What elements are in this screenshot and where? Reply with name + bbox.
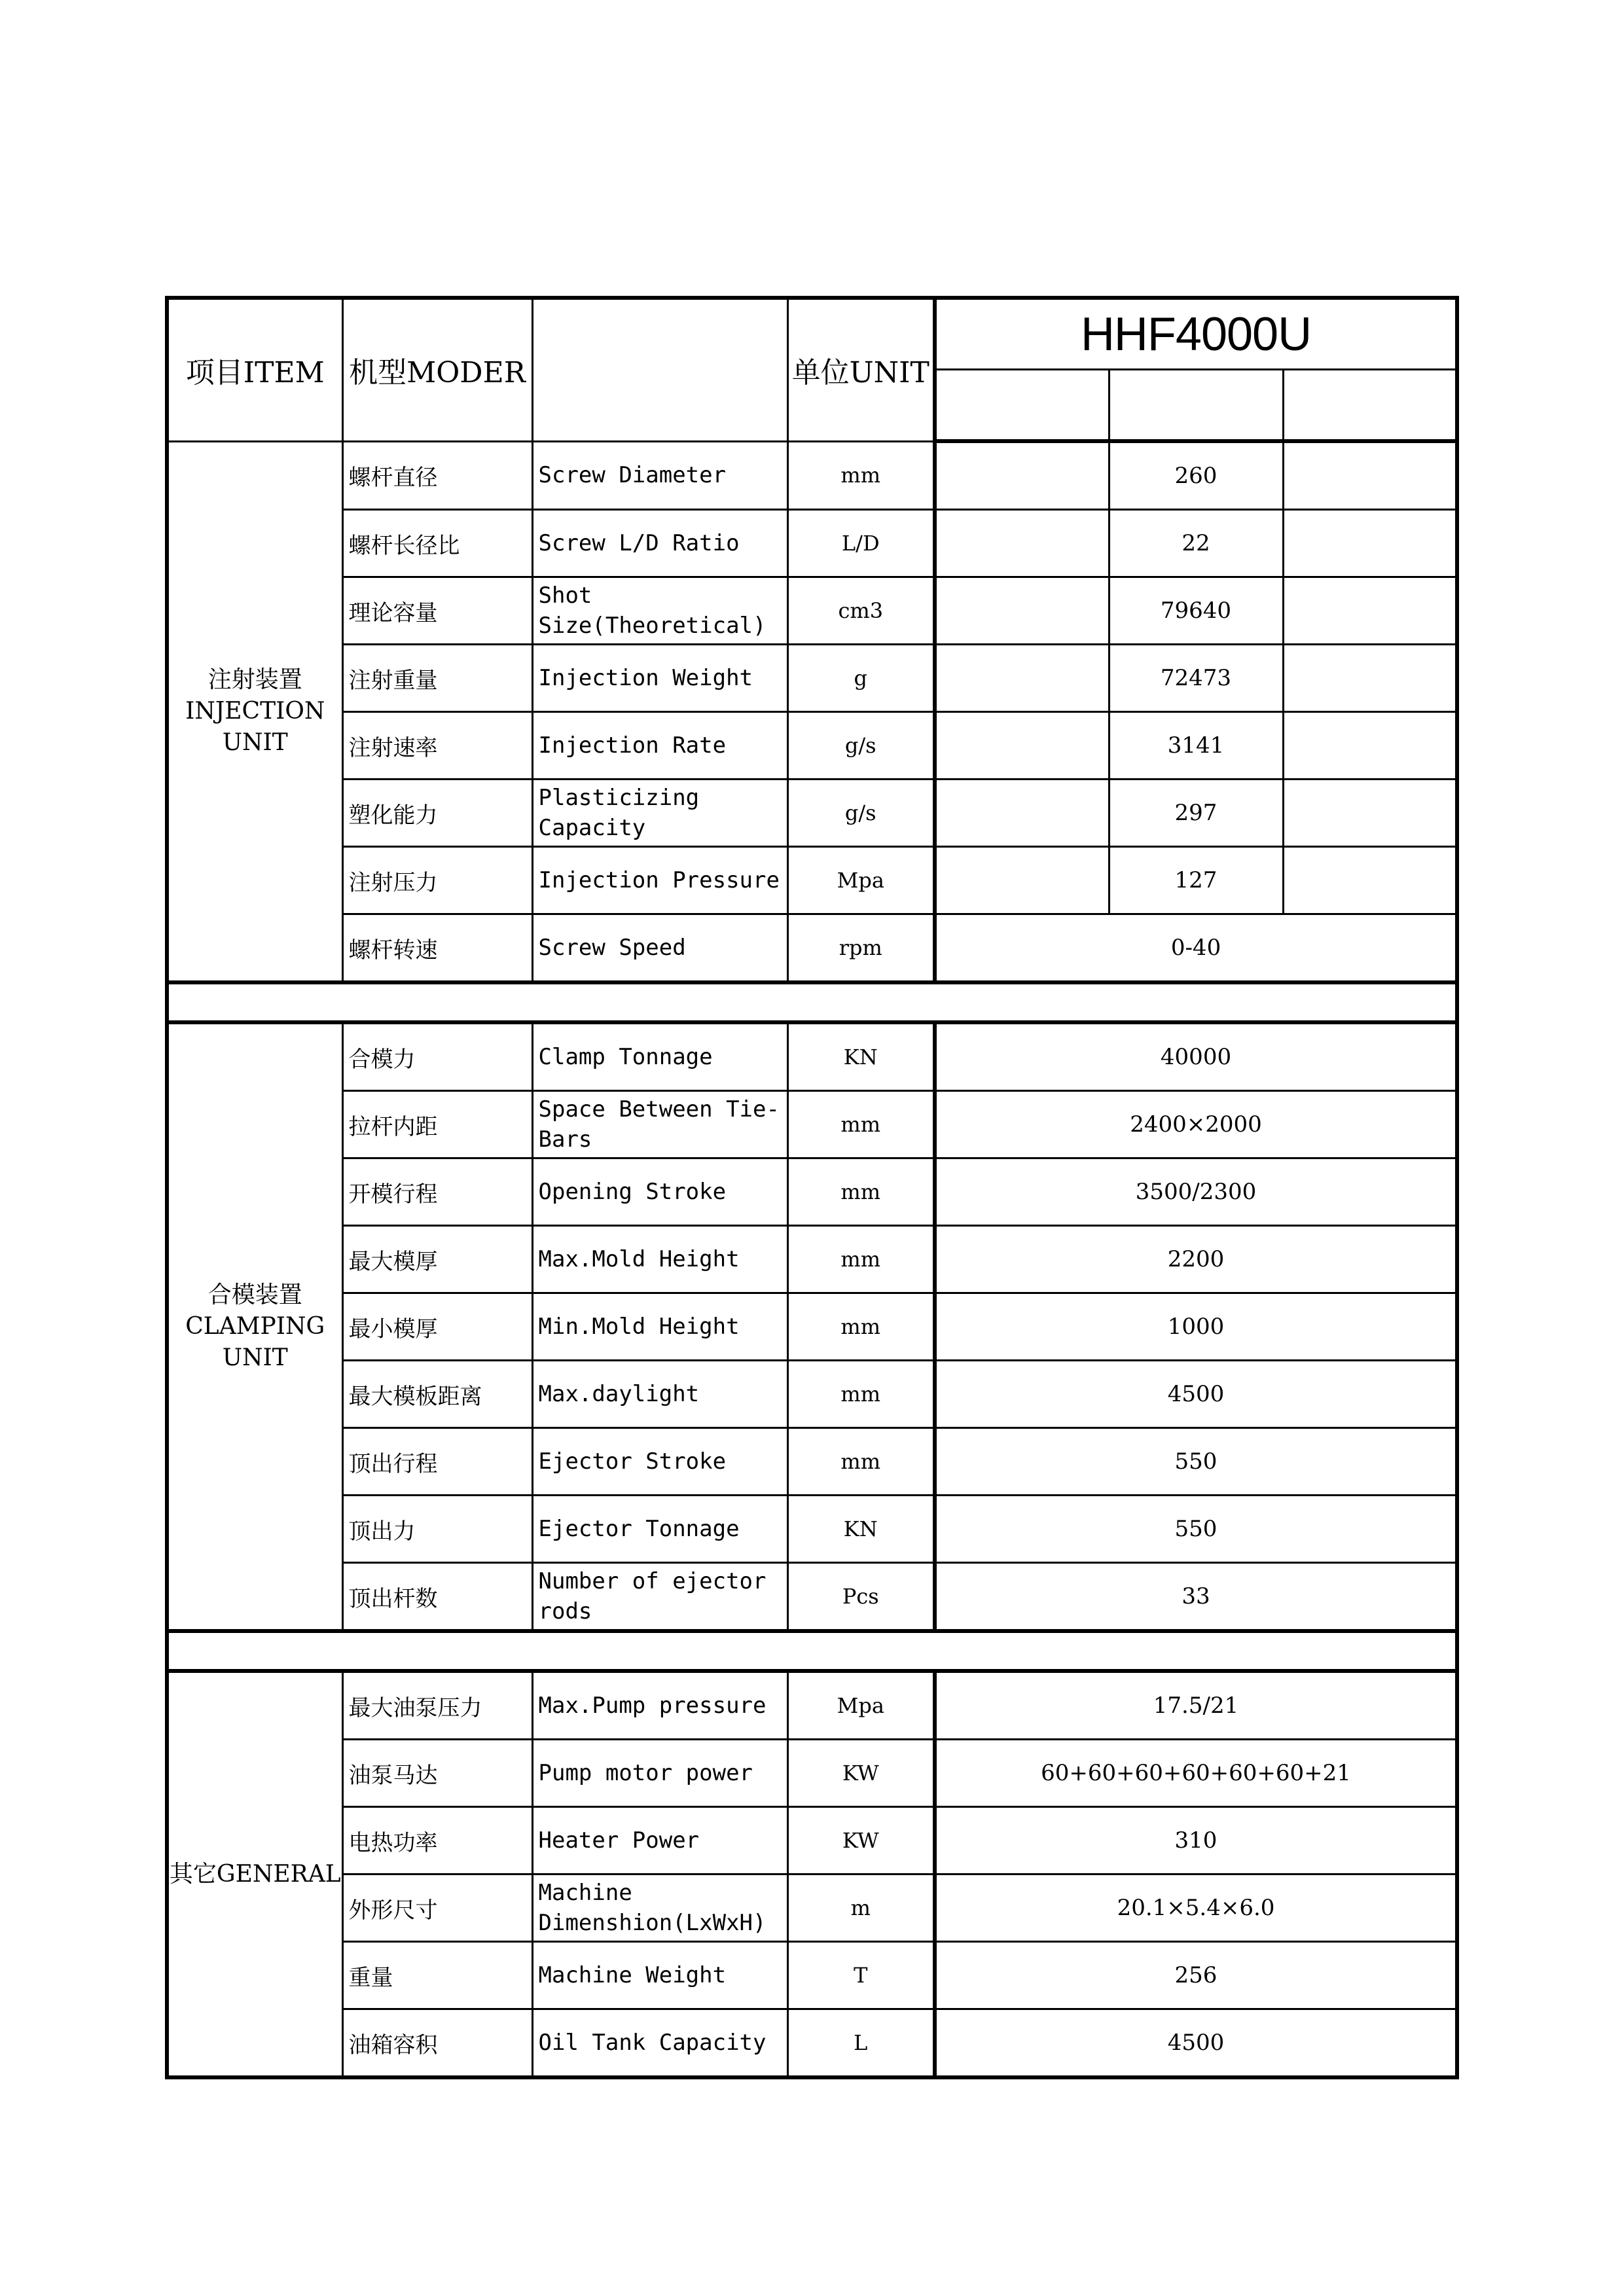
param-name-cn: 拉杆内距: [342, 1091, 532, 1158]
param-name-en: Injection Weight: [532, 645, 787, 712]
param-name-cn: 塑化能力: [342, 780, 532, 847]
table-row: [167, 1874, 1457, 1942]
value-blank-right: [1283, 712, 1457, 780]
param-name-cn: 螺杆转速: [342, 914, 532, 983]
param-name-cn: 注射速率: [342, 712, 532, 780]
value-blank-right: [1283, 847, 1457, 914]
table-row: [167, 1807, 1457, 1874]
param-name-en: Shot Size(Theoretical): [532, 577, 787, 645]
value-blank-right: [1283, 577, 1457, 645]
value-blank-left: [935, 780, 1109, 847]
param-value: 4500: [935, 1361, 1457, 1428]
param-name-en: Screw L/D Ratio: [532, 510, 787, 577]
param-name-cn: 油泵马达: [342, 1740, 532, 1807]
param-unit: KW: [787, 1740, 935, 1807]
param-unit: mm: [787, 441, 935, 510]
param-name-cn: 注射压力: [342, 847, 532, 914]
param-name-en: Min.Mold Height: [532, 1293, 787, 1361]
param-unit: KN: [787, 1022, 935, 1091]
param-name-cn: 最大模厚: [342, 1226, 532, 1293]
header-model-label: 机型MODER: [342, 298, 532, 441]
param-value: 1000: [935, 1293, 1457, 1361]
header-item: 项目ITEM: [167, 298, 342, 441]
table-row: [167, 1496, 1457, 1563]
param-value: 22: [1109, 510, 1283, 577]
table-row: [167, 1942, 1457, 2009]
param-unit: Mpa: [787, 1671, 935, 1740]
header-row: [167, 298, 1457, 370]
table-row: [167, 1293, 1457, 1361]
param-name-en: Max.Pump pressure: [532, 1671, 787, 1740]
param-name-en: Screw Speed: [532, 914, 787, 983]
param-name-en: Ejector Tonnage: [532, 1496, 787, 1563]
value-blank-left: [935, 847, 1109, 914]
param-name-cn: 理论容量: [342, 577, 532, 645]
param-name-en: Injection Rate: [532, 712, 787, 780]
section-label: 注射装置 INJECTION UNIT: [167, 441, 342, 982]
param-value: 0-40: [935, 914, 1457, 983]
table-row: [167, 1158, 1457, 1226]
param-value: 127: [1109, 847, 1283, 914]
param-name-en: Pump motor power: [532, 1740, 787, 1807]
param-unit: m: [787, 1874, 935, 1942]
param-value: 260: [1109, 441, 1283, 510]
model-name: HHF4000U: [935, 298, 1457, 370]
param-name-cn: 重量: [342, 1942, 532, 2009]
param-value: 256: [935, 1942, 1457, 2009]
param-name-cn: 开模行程: [342, 1158, 532, 1226]
param-unit: mm: [787, 1158, 935, 1226]
param-name-cn: 电热功率: [342, 1807, 532, 1874]
param-name-en: Screw Diameter: [532, 441, 787, 510]
sub-col-1: [935, 370, 1109, 442]
value-blank-right: [1283, 510, 1457, 577]
value-blank-left: [935, 577, 1109, 645]
table-row: [167, 847, 1457, 914]
param-value: 2200: [935, 1226, 1457, 1293]
param-name-en: Plasticizing Capacity: [532, 780, 787, 847]
param-value: 72473: [1109, 645, 1283, 712]
param-name-en: Max.daylight: [532, 1361, 787, 1428]
param-unit: L: [787, 2009, 935, 2078]
param-name-en: Ejector Stroke: [532, 1428, 787, 1496]
param-value: 60+60+60+60+60+60+21: [935, 1740, 1457, 1807]
table-row: [167, 510, 1457, 577]
param-name-cn: 油箱容积: [342, 2009, 532, 2078]
table-row: [167, 1226, 1457, 1293]
value-blank-right: [1283, 645, 1457, 712]
section-label: 合模装置 CLAMPING UNIT: [167, 1022, 342, 1631]
section-label: 其它GENERAL: [167, 1671, 342, 2077]
param-value: 297: [1109, 780, 1283, 847]
section-separator: [167, 1631, 1457, 1671]
param-name-cn: 合模力: [342, 1022, 532, 1091]
param-name-cn: 最小模厚: [342, 1293, 532, 1361]
param-value: 33: [935, 1563, 1457, 1632]
param-unit: KW: [787, 1807, 935, 1874]
param-value: 2400×2000: [935, 1091, 1457, 1158]
param-name-cn: 最大油泵压力: [342, 1671, 532, 1740]
table-row: [167, 645, 1457, 712]
table-row: [167, 441, 1457, 510]
param-name-en: Heater Power: [532, 1807, 787, 1874]
param-value: 40000: [935, 1022, 1457, 1091]
value-blank-right: [1283, 780, 1457, 847]
param-unit: mm: [787, 1293, 935, 1361]
section-separator: [167, 982, 1457, 1022]
param-name-en: Number of ejector rods: [532, 1563, 787, 1632]
param-unit: mm: [787, 1428, 935, 1496]
table-row: [167, 2009, 1457, 2078]
param-name-cn: 外形尺寸: [342, 1874, 532, 1942]
param-unit: g/s: [787, 780, 935, 847]
param-value: 550: [935, 1496, 1457, 1563]
value-blank-left: [935, 441, 1109, 510]
param-unit: Pcs: [787, 1563, 935, 1632]
param-name-en: Machine Weight: [532, 1942, 787, 2009]
header-blank: [532, 298, 787, 441]
param-value: 310: [935, 1807, 1457, 1874]
param-name-cn: 螺杆长径比: [342, 510, 532, 577]
table-row: [167, 1671, 1457, 1740]
param-name-en: Machine Dimenshion(LxWxH): [532, 1874, 787, 1942]
param-value: 20.1×5.4×6.0: [935, 1874, 1457, 1942]
param-value: 4500: [935, 2009, 1457, 2078]
param-value: 550: [935, 1428, 1457, 1496]
param-unit: L/D: [787, 510, 935, 577]
param-name-cn: 顶出杆数: [342, 1563, 532, 1632]
table-row: [167, 780, 1457, 847]
param-value: 17.5/21: [935, 1671, 1457, 1740]
param-name-en: Oil Tank Capacity: [532, 2009, 787, 2078]
header-unit: 单位UNIT: [787, 298, 935, 441]
separator-cell: [167, 1631, 1457, 1671]
param-unit: g: [787, 645, 935, 712]
value-blank-left: [935, 510, 1109, 577]
param-unit: g/s: [787, 712, 935, 780]
param-name-en: Max.Mold Height: [532, 1226, 787, 1293]
param-name-cn: 注射重量: [342, 645, 532, 712]
param-value: 3500/2300: [935, 1158, 1457, 1226]
param-value: 79640: [1109, 577, 1283, 645]
param-unit: mm: [787, 1091, 935, 1158]
spec-table: [165, 296, 1459, 2079]
param-unit: T: [787, 1942, 935, 2009]
param-unit: mm: [787, 1226, 935, 1293]
param-name-cn: 顶出力: [342, 1496, 532, 1563]
value-blank-right: [1283, 441, 1457, 510]
table-row: [167, 1428, 1457, 1496]
table-row: [167, 1022, 1457, 1091]
param-unit: mm: [787, 1361, 935, 1428]
param-name-en: Opening Stroke: [532, 1158, 787, 1226]
param-name-en: Clamp Tonnage: [532, 1022, 787, 1091]
table-row: [167, 577, 1457, 645]
table-row: [167, 914, 1457, 983]
table-row: [167, 1361, 1457, 1428]
table-row: [167, 1740, 1457, 1807]
value-blank-left: [935, 645, 1109, 712]
param-value: 3141: [1109, 712, 1283, 780]
value-blank-left: [935, 712, 1109, 780]
table-row: [167, 1563, 1457, 1632]
param-unit: rpm: [787, 914, 935, 983]
separator-cell: [167, 982, 1457, 1022]
param-name-cn: 螺杆直径: [342, 441, 532, 510]
param-name-cn: 最大模板距离: [342, 1361, 532, 1428]
table-row: [167, 1091, 1457, 1158]
table-row: [167, 712, 1457, 780]
param-unit: Mpa: [787, 847, 935, 914]
sub-col-2: [1109, 370, 1283, 442]
param-name-en: Injection Pressure: [532, 847, 787, 914]
param-name-cn: 顶出行程: [342, 1428, 532, 1496]
param-unit: cm3: [787, 577, 935, 645]
sub-col-3: [1283, 370, 1457, 442]
param-unit: KN: [787, 1496, 935, 1563]
param-name-en: Space Between Tie- Bars: [532, 1091, 787, 1158]
